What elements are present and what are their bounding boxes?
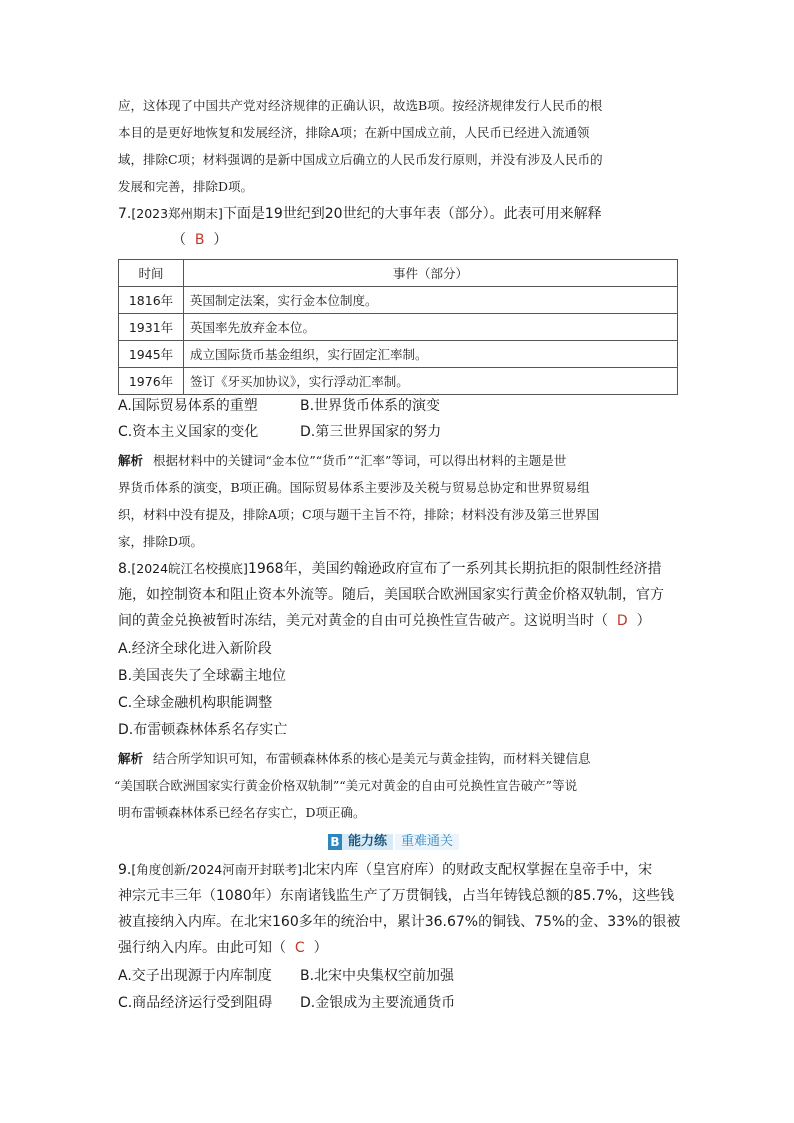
question-text-line: 强行纳入内库。由此可知（ C ）	[118, 940, 328, 956]
table-cell-event: 英国制定法案，实行金本位制度。	[184, 287, 678, 314]
table-row	[119, 314, 678, 341]
prev-explanation-line: 域，排除C项；材料强调的是新中国成立后确立的人民币发行原则，并没有涉及人民币的	[118, 152, 603, 167]
question-number: 9.	[118, 862, 132, 878]
section-sublabel: 重难通关	[395, 834, 459, 850]
table-cell-year: 1945年	[119, 341, 184, 368]
table-cell-event: 签订《牙买加协议》，实行浮动汇率制。	[184, 368, 678, 395]
explanation-line: 明布雷顿森林体系已经名存实亡，D项正确。	[118, 805, 366, 820]
question-source: [2024皖江名校摸底]	[131, 561, 248, 576]
question-source: [角度创新/2024河南开封联考]	[131, 862, 303, 877]
table-row	[119, 368, 678, 395]
question-7-stem	[118, 204, 602, 224]
option-b: B.世界货币体系的演变	[300, 398, 441, 414]
option-a: A.交子出现源于内库制度	[118, 968, 272, 984]
table-cell-year: 1816年	[119, 287, 184, 314]
option-d: D.布雷顿森林体系名存实亡	[118, 722, 288, 738]
explanation-line: “美国联合欧洲国家实行黄金价格双轨制”“美元对黄金的自由可兑换性宣告破产”等说	[114, 778, 578, 793]
option-b: B.北宋中央集权空前加强	[300, 968, 455, 984]
question-9-options-row	[118, 966, 454, 986]
events-table	[118, 259, 678, 395]
table-cell-event: 英国率先放弃金本位。	[184, 314, 678, 341]
question-text-line: 被直接纳入内库。在北宋160多年的统治中，累计36.67%的铜钱、75%的金、33%的银被	[118, 914, 681, 930]
option-d: D.第三世界国家的努力	[300, 424, 442, 440]
question-text-line: 神宗元丰三年（1080年）东南诸钱监生产了万贯铜钱，占当年铸钱总额的85.7%，这些钱	[118, 888, 675, 904]
question-source: [2023郑州期末]	[131, 206, 223, 221]
table-row	[119, 287, 678, 314]
section-badge: B	[328, 834, 342, 850]
question-text: 下面是19世纪到20世纪的大事年表（部分）。此表可用来解释	[222, 206, 602, 222]
question-number: 7.	[118, 206, 132, 222]
table-row	[119, 341, 678, 368]
table-header: 时间	[119, 260, 184, 287]
table-header: 事件（部分）	[184, 260, 678, 287]
question-text-line: 施，如控制资本和阻止资本外流等。随后，美国联合欧洲国家实行黄金价格双轨制，官方	[118, 587, 664, 603]
question-7-options-row	[118, 422, 441, 442]
section-header	[328, 833, 459, 851]
table-cell-year: 1931年	[119, 314, 184, 341]
explanation-tag: 解析	[118, 453, 144, 468]
question-8-explanation: 解析 结合所学知识可知，布雷顿森林体系的核心是美元与黄金挂钩，而材料关键信息	[118, 751, 591, 766]
option-a: A.经济全球化进入新阶段	[118, 641, 272, 657]
option-c: C.全球金融机构职能调整	[118, 695, 273, 711]
explanation-line: 织，材料中没有提及，排除A项；C项与题干主旨不符，排除；材料没有涉及第三世界国	[118, 507, 600, 522]
prev-explanation-line: 本目的是更好地恢复和发展经济，排除A项；在新中国成立前，人民币已经进入流通领	[118, 125, 590, 140]
question-text-line: 间的黄金兑换被暂时冻结，美元对黄金的自由可兑换性宣告破产。这说明当时（ D ）	[118, 613, 651, 629]
question-number: 8.	[118, 561, 132, 577]
question-8-stem: 8.[2024皖江名校摸底]1968年，美国约翰逊政府宣布了一系列其长期抗拒的限制性经济措	[118, 561, 662, 577]
explanation-tag: 解析	[118, 751, 144, 766]
question-7-explanation: 解析 根据材料中的关键词“金本位”“货币”“汇率”等词，可以得出材料的主题是世	[118, 453, 567, 468]
table-cell-year: 1976年	[119, 368, 184, 395]
option-c: C.资本主义国家的变化	[118, 424, 259, 440]
explanation-line: 界货币体系的演变，B项正确。国际贸易体系主要涉及关税与贸易总协定和世界贸易组	[118, 480, 590, 495]
question-9-options-row	[118, 993, 455, 1013]
prev-explanation-line: 发展和完善，排除D项。	[118, 179, 254, 194]
table-cell-event: 成立国际货币基金组织，实行固定汇率制。	[184, 341, 678, 368]
prev-explanation-line: 应，这体现了中国共产党对经济规律的正确认识，故选B项。按经济规律发行人民币的根	[118, 98, 603, 113]
question-9-stem: 9.[角度创新/2024河南开封联考]北宋内库（皇宫府库）的财政支配权掌握在皇帝手中，宋	[118, 862, 653, 878]
option-c: C.商品经济运行受到阻碍	[118, 995, 273, 1011]
answer-letter: D	[616, 613, 628, 629]
answer-letter: B	[194, 232, 205, 248]
section-label: 能力练	[342, 834, 393, 850]
question-7-answer: （ B ）	[172, 232, 228, 248]
option-d: D.金银成为主要流通货币	[300, 995, 456, 1011]
question-7-options-row	[118, 396, 440, 416]
option-a: A.国际贸易体系的重塑	[118, 398, 258, 414]
table-header-row	[119, 260, 678, 287]
answer-letter: C	[294, 940, 305, 956]
explanation-line: 家，排除D项。	[118, 534, 204, 549]
option-b: B.美国丧失了全球霸主地位	[118, 668, 287, 684]
